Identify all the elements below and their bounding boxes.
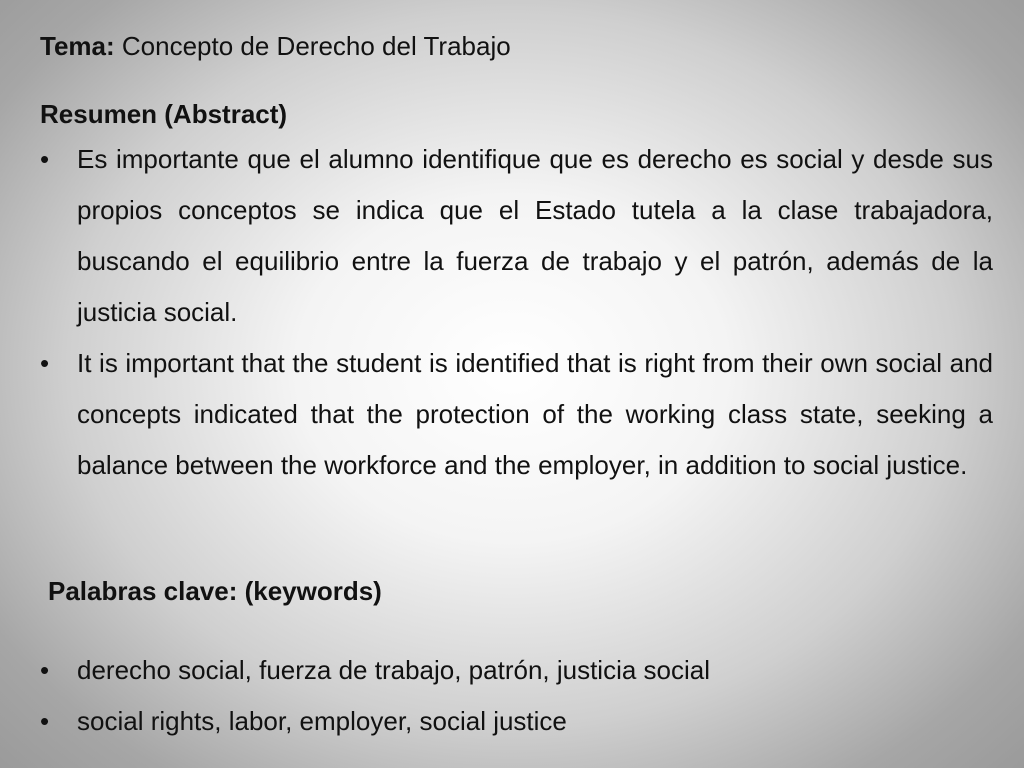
bullet-icon: • <box>40 144 50 174</box>
abstract-item-text: It is important that the student is identified that is right from their own social and concepts indicated that the protection of the working class state, seeking a balance between the workforce and the employer, in addition to social justice. <box>77 348 993 480</box>
bullet-icon: • <box>40 348 50 378</box>
topic-line <box>40 30 511 62</box>
topic-value: Concepto de Derecho del Trabajo <box>114 31 511 61</box>
bullet-icon: • <box>40 706 50 736</box>
topic-label: Tema: <box>40 31 115 61</box>
keyword-item-text: social rights, labor, employer, social justice <box>77 706 567 736</box>
abstract-heading: Resumen (Abstract) <box>40 99 288 129</box>
keyword-item-text: derecho social, fuerza de trabajo, patrón, justicia social <box>77 655 711 685</box>
keywords-heading: Palabras clave: (keywords) <box>48 576 382 606</box>
bullet-icon: • <box>40 655 50 685</box>
abstract-item-text: Es importante que el alumno identifique que es derecho es social y desde sus propios conceptos se indica que el Estado tutela a la clase trabajadora, buscando el equilibrio entre la fuerza de trabajo y el patrón, además de la justicia social. <box>77 144 993 327</box>
